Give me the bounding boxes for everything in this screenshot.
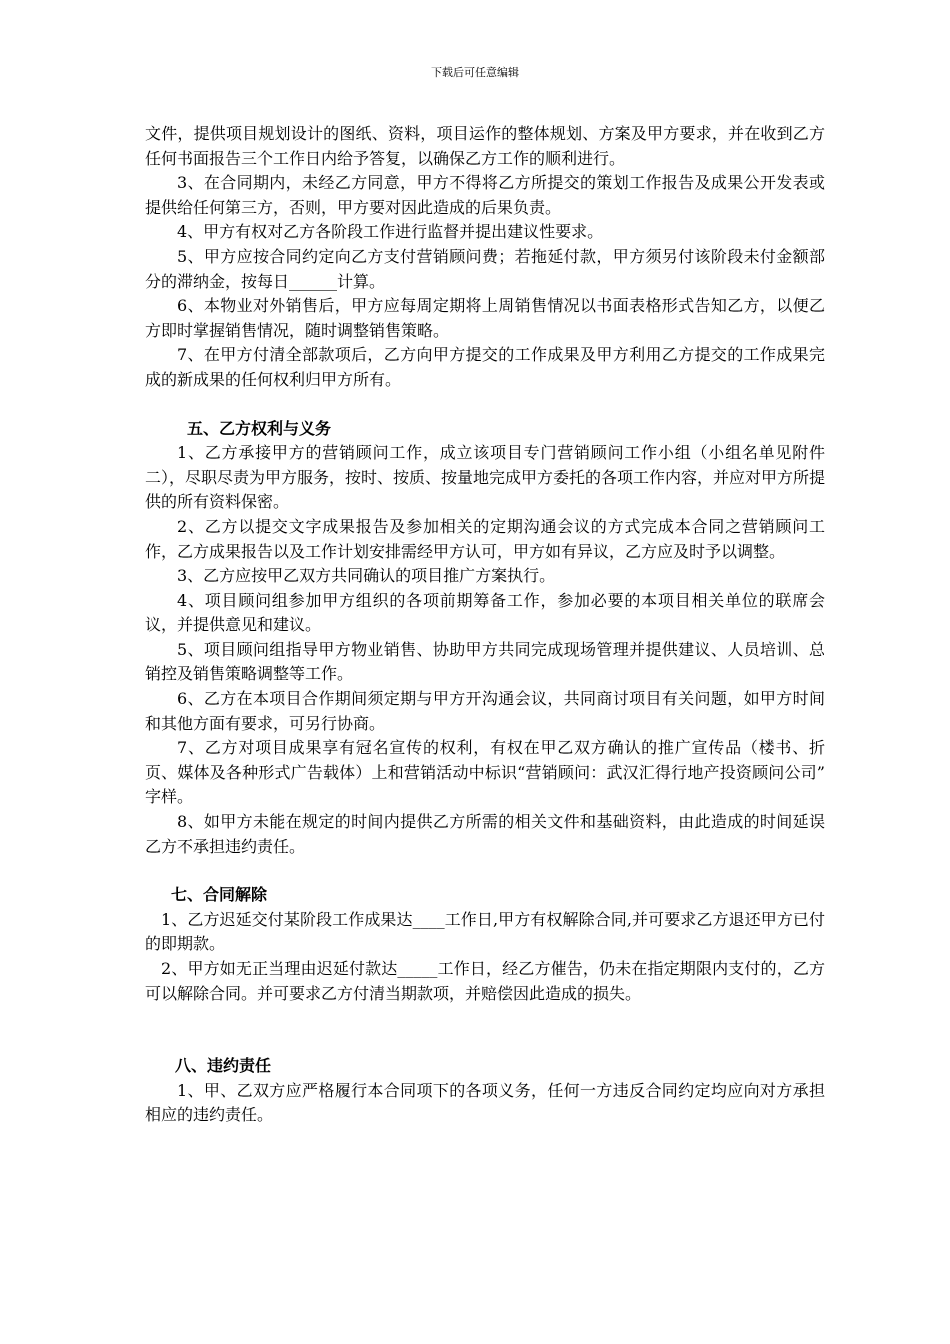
paragraph: 1、乙方迟延交付某阶段工作成果达____工作日,甲方有权解除合同,并可要求乙方退还甲方已付的即期款。	[145, 909, 825, 954]
paragraph: 7、乙方对项目成果享有冠名宣传的权利，有权在甲乙双方确认的推广宣传品（楼书、折页、媒体及各种形式广告载体）上和营销活动中标识“营销顾问：武汉汇得行地产投资顾问公司” 字样。	[145, 738, 825, 807]
spacer	[145, 393, 825, 417]
paragraph: 2、乙方以提交文字成果报告及参加相关的定期沟通会议的方式完成本合同之营销顾问工作，乙方成果报告以及工作计划安排需经甲方认可，甲方如有异议，乙方应及时予以调整。	[145, 516, 825, 561]
document-body	[145, 122, 825, 1128]
paragraph: 2、甲方如无正当理由迟延付款达_____工作日，经乙方催告，仍未在指定期限内支付的，乙方可以解除合同。并可要求乙方付清当期款项，并赔偿因此造成的损失。	[145, 959, 825, 1003]
paragraph: 6、乙方在本项目合作期间须定期与甲方开沟通会议，共同商讨项目有关问题，如甲方时间和其他方面有要求，可另行协商。	[145, 689, 825, 733]
paragraph: 6、本物业对外销售后，甲方应每周定期将上周销售情况以书面表格形式告知乙方，以便乙方即时掌握销售情况，随时调整销售策略。	[145, 296, 825, 340]
section-heading: 五、乙方权利与义务	[187, 418, 332, 438]
paragraph: 文件，提供项目规划设计的图纸、资料，项目运作的整体规划、方案及甲方要求，并在收到乙方任何书面报告三个工作日内给予答复，以确保乙方工作的顺利进行。	[145, 124, 825, 168]
paragraph: 5、项目顾问组指导甲方物业销售、协助甲方共同完成现场管理并提供建议、人员培训、总销控及销售策略调整等工作。	[145, 639, 825, 684]
paragraph: 8、如甲方未能在规定的时间内提供乙方所需的相关文件和基础资料，由此造成的时间延误乙方不承担违约责任。	[145, 812, 825, 856]
spacer	[145, 859, 825, 883]
paragraph: 7、在甲方付清全部款项后，乙方向甲方提交的工作成果及甲方利用乙方提交的工作成果完成的新成果的任何权利归甲方所有。	[145, 345, 825, 389]
paragraph: 1、甲、乙双方应严格履行本合同项下的各项义务，任何一方违反合同约定均应向对方承担相应的违约责任。	[145, 1080, 825, 1125]
paragraph: 3、在合同期内，未经乙方同意，甲方不得将乙方所提交的策划工作报告及成果公开发表或提供给任何第三方，否则，甲方要对因此造成的后果负责。	[145, 173, 825, 217]
page-header-note: 下载后可任意编辑	[431, 66, 519, 79]
spacer	[145, 1006, 825, 1054]
paragraph: 4、甲方有权对乙方各阶段工作进行监督并提出建议性要求。	[177, 222, 604, 242]
paragraph: 3、乙方应按甲乙双方共同确认的项目推广方案执行。	[177, 566, 556, 586]
paragraph: 5、甲方应按合同约定向乙方支付营销顾问费；若拖延付款，甲方须另付该阶段未付金额部分的滞纳金，按每日______计算。	[145, 246, 825, 291]
section-heading: 七、合同解除	[171, 885, 268, 905]
section-heading: 八、违约责任	[175, 1056, 272, 1076]
paragraph: 1、乙方承接甲方的营销顾问工作，成立该项目专门营销顾问工作小组（小组名单见附件二），尽职尽责为甲方服务，按时、按质、按量地完成甲方委托的各项工作内容，并应对甲方所提供的所有资料保密。	[145, 443, 826, 512]
paragraph: 4、项目顾问组参加甲方组织的各项前期筹备工作，参加必要的本项目相关单位的联席会议，并提供意见和建议。	[145, 590, 825, 635]
